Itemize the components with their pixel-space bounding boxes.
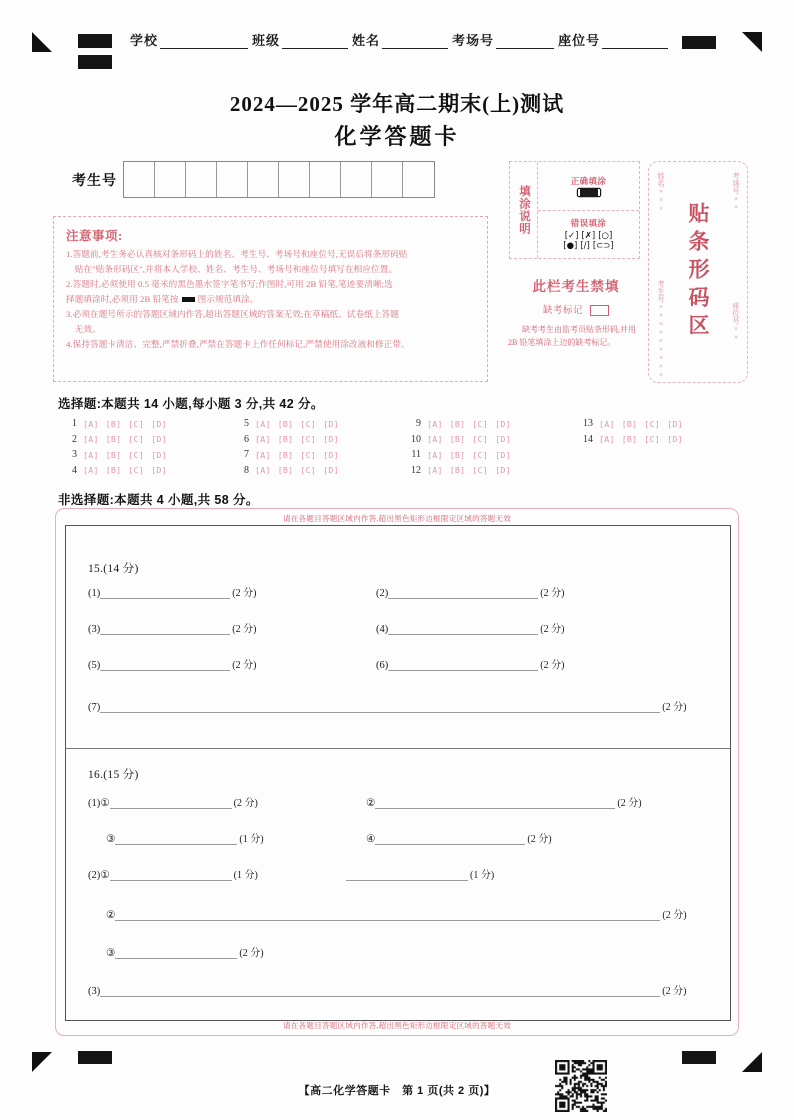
- answer-slot-tag: ④: [366, 834, 376, 845]
- choice-bubble-D[interactable]: [D]: [667, 418, 683, 429]
- timing-mark-bl-1: [78, 1051, 112, 1064]
- choice-bubble-B[interactable]: [B]: [621, 418, 638, 429]
- choice-bubble-A[interactable]: [A]: [427, 418, 443, 429]
- choice-row-10: [404, 432, 576, 448]
- answer-write-line[interactable]: [375, 833, 525, 845]
- answer-slot: [346, 866, 494, 881]
- answer-write-line[interactable]: [388, 623, 538, 635]
- answer-slot-points: (2 分): [662, 702, 687, 713]
- answer-slot-points: (1 分): [239, 834, 264, 845]
- choice-bubble-C[interactable]: [C]: [300, 418, 317, 429]
- choice-question-number: 4: [72, 464, 77, 476]
- notice-title: 注意事项:: [66, 229, 123, 243]
- answer-slot: [88, 794, 258, 809]
- answer-write-line[interactable]: [100, 587, 230, 599]
- choice-column-3: [576, 416, 748, 478]
- question-title: 16.(15 分): [88, 769, 139, 781]
- answer-slot-points: (2 分): [232, 660, 257, 671]
- header-field-label: 座位号: [558, 33, 601, 48]
- fill-instruction-box: [509, 161, 640, 259]
- barcode-area-label: 贴条形码区: [686, 202, 710, 342]
- barcode-name: 姓名×××: [657, 172, 665, 213]
- question-divider: [66, 748, 730, 749]
- choice-row-8: [232, 463, 404, 479]
- examinee-number-cell[interactable]: [186, 162, 217, 197]
- notice-item: 贴在"贴条形码区",并将本人学校、姓名、考生号、考场号和座位号填写在相应位置。: [66, 263, 398, 274]
- choice-bubble-B[interactable]: [B]: [105, 449, 122, 460]
- answer-slot: [376, 656, 564, 671]
- correct-fill-mark-icon: [578, 189, 600, 196]
- choice-bubble-D[interactable]: [D]: [495, 434, 511, 445]
- choice-bubble-C[interactable]: [C]: [644, 434, 661, 445]
- choice-bubble-A[interactable]: [A]: [83, 449, 99, 460]
- absent-mark-label: 缺考标记: [543, 306, 584, 316]
- fill-sample-icon: [182, 297, 195, 302]
- answer-slot-points: (2 分): [540, 624, 565, 635]
- choice-bubble-B[interactable]: [B]: [105, 418, 122, 429]
- answer-slot-points: (2 分): [527, 834, 552, 845]
- choice-question-number: 1: [72, 418, 77, 430]
- answer-area-warning-bottom: 请在各题目答题区域内作答,超出黑色矩形边框限定区域的答题无效: [282, 1021, 512, 1030]
- answer-write-line[interactable]: [115, 909, 660, 921]
- header-field-label: 姓名: [352, 33, 381, 48]
- nonchoice-section-heading: 非选择题:本题共 4 小题,共 58 分。: [58, 493, 259, 507]
- choice-bubble-A[interactable]: [A]: [255, 418, 271, 429]
- examinee-number-cell[interactable]: [279, 162, 310, 197]
- choice-question-number: 9: [416, 418, 421, 430]
- choice-row-13: [576, 416, 748, 432]
- choice-question-number: 7: [244, 449, 249, 461]
- answer-slot-tag: (3): [88, 986, 101, 997]
- choice-bubble-D[interactable]: [D]: [151, 449, 167, 460]
- absent-mark-row: [506, 302, 646, 316]
- choice-bubble-C[interactable]: [C]: [472, 434, 489, 445]
- answer-slot-points: (2 分): [233, 798, 258, 809]
- answer-slot: [88, 982, 686, 997]
- choice-bubble-A[interactable]: [A]: [83, 418, 99, 429]
- footer-page-label: 【高二化学答题卡 第 1 页(共 2 页)】: [298, 1085, 496, 1097]
- choice-column-1: [232, 416, 404, 478]
- choice-question-number: 8: [244, 464, 249, 476]
- header-field-label: 学校: [130, 33, 159, 48]
- choice-question-number: 6: [244, 433, 249, 445]
- examinee-number-block: [72, 161, 435, 198]
- answer-slot-tag: ②: [366, 798, 376, 809]
- answer-slot: [106, 944, 264, 959]
- answer-slot-tag: ③: [106, 948, 116, 959]
- answer-slot-tag: (6): [376, 660, 389, 671]
- choice-column-2: [404, 416, 576, 478]
- answer-slot: [106, 906, 687, 921]
- examinee-number-grid[interactable]: [123, 161, 435, 198]
- answer-slot-tag: ②: [106, 910, 116, 921]
- choice-row-1: [60, 416, 232, 432]
- header-field-input[interactable]: [382, 35, 448, 49]
- choice-bubble-A[interactable]: [A]: [83, 434, 99, 445]
- choice-bubble-B[interactable]: [B]: [277, 449, 294, 460]
- answer-slot-points: (2 分): [662, 910, 687, 921]
- header-field-input[interactable]: [282, 35, 348, 49]
- choice-row-9: [404, 416, 576, 432]
- choice-bubble-A[interactable]: [A]: [255, 465, 271, 476]
- choice-question-number: 11: [411, 449, 421, 461]
- absent-mark-bubble[interactable]: [590, 305, 609, 316]
- barcode-exam-room: 考场号××: [732, 172, 740, 213]
- barcode-seat-no: 座位号××: [732, 302, 740, 343]
- choice-bubble-A[interactable]: [A]: [427, 434, 443, 445]
- choice-bubble-B[interactable]: [B]: [277, 434, 294, 445]
- choice-bubble-A[interactable]: [A]: [599, 434, 615, 445]
- choice-row-7: [232, 447, 404, 463]
- answer-area-inner[interactable]: [65, 525, 731, 1021]
- answer-slot-tag: (1): [88, 588, 101, 599]
- choice-bubble-C[interactable]: [C]: [128, 434, 145, 445]
- page-title-line1: 2024—2025 学年高二期末(上)测试: [229, 92, 565, 116]
- corner-mark-top-right: [742, 32, 762, 52]
- answer-slot: [376, 620, 564, 635]
- choice-bubble-B[interactable]: [B]: [105, 465, 122, 476]
- answer-slot: [88, 866, 258, 881]
- examinee-number-cell[interactable]: [403, 162, 434, 197]
- examinee-number-cell[interactable]: [310, 162, 341, 197]
- choice-bubble-D[interactable]: [D]: [323, 465, 339, 476]
- choice-question-number: 5: [244, 418, 249, 430]
- examinee-number-cell[interactable]: [155, 162, 186, 197]
- wrong-fill-mark-icon: [●]: [563, 241, 578, 252]
- notice-item: 4.保持答题卡清洁、完整,严禁折叠,严禁在答题卡上作任何标记,严禁使用涂改液和修正带。: [66, 338, 410, 349]
- timing-mark-tl-1: [78, 34, 112, 48]
- timing-mark-br-1: [682, 1051, 716, 1064]
- answer-write-line[interactable]: [100, 985, 660, 997]
- answer-write-line[interactable]: [388, 659, 538, 671]
- answer-slot-tag: (1)①: [88, 798, 110, 809]
- answer-slot-points: (2 分): [540, 660, 565, 671]
- header-field-input[interactable]: [160, 35, 248, 49]
- choice-bubble-A[interactable]: [A]: [427, 449, 443, 460]
- choice-bubble-C[interactable]: [C]: [128, 418, 145, 429]
- forbidden-column: [506, 275, 646, 349]
- correct-fill-caption: 正确填涂: [570, 177, 607, 187]
- choice-bubble-B[interactable]: [B]: [449, 465, 466, 476]
- choice-question-number: 2: [72, 433, 77, 445]
- choice-bubble-A[interactable]: [A]: [255, 449, 271, 460]
- page-title-line2: 化学答题卡: [334, 124, 460, 149]
- choice-row-12: [404, 463, 576, 479]
- choice-row-14: [576, 432, 748, 448]
- choice-bubble-C[interactable]: [C]: [472, 465, 489, 476]
- choice-bubble-C[interactable]: [C]: [644, 418, 661, 429]
- notice-item-list: [66, 248, 477, 351]
- corner-mark-bottom-left: [32, 1052, 52, 1072]
- choice-bubble-C[interactable]: [C]: [300, 434, 317, 445]
- choice-column-0: [60, 416, 232, 478]
- barcode-paste-area: [648, 161, 748, 383]
- choice-section-heading: 选择题:本题共 14 小题,每小题 3 分,共 42 分。: [58, 397, 324, 411]
- fill-instruction-label: 填涂说明: [510, 162, 538, 258]
- wrong-fill-row-1: [565, 232, 613, 241]
- choice-bubble-A[interactable]: [A]: [83, 465, 99, 476]
- answer-slot: [88, 584, 256, 599]
- choice-bubble-B[interactable]: [B]: [449, 418, 466, 429]
- answer-slot-tag: ③: [106, 834, 116, 845]
- header-field-4: [558, 30, 668, 49]
- header-field-input[interactable]: [496, 35, 554, 49]
- answer-slot: [106, 830, 264, 845]
- header-field-2: [352, 30, 448, 49]
- answer-slot-tag: (7): [88, 702, 101, 713]
- choice-bubble-C[interactable]: [C]: [128, 449, 145, 460]
- choice-question-number: 10: [411, 433, 421, 445]
- choice-bubble-D[interactable]: [D]: [323, 434, 339, 445]
- answer-write-line[interactable]: [346, 869, 468, 881]
- forbidden-note: 缺考考生由监考员贴条形码,并用 2B 铅笔填涂上边的缺考标记。: [508, 325, 636, 347]
- choice-bubble-D[interactable]: [D]: [495, 418, 511, 429]
- answer-slot-points: (2 分): [232, 588, 257, 599]
- forbidden-title: 此栏考生禁填: [532, 279, 620, 294]
- answer-write-line[interactable]: [100, 659, 230, 671]
- header-field-label: 班级: [252, 33, 281, 48]
- choice-row-2: [60, 432, 232, 448]
- wrong-fill-row-2: [563, 242, 613, 251]
- choice-bubble-C[interactable]: [C]: [300, 449, 317, 460]
- notice-item: 3.必须在题号所示的答题区域内作答,超出答题区域的答案无效;在草稿纸、试卷纸上答题: [66, 308, 400, 319]
- answer-slot-tag: (5): [88, 660, 101, 671]
- choice-row-6: [232, 432, 404, 448]
- answer-write-line[interactable]: [115, 947, 237, 959]
- header-fields: [130, 30, 690, 49]
- choice-bubble-D[interactable]: [D]: [151, 418, 167, 429]
- wrong-fill-mark-icon: [○]: [598, 230, 613, 241]
- choice-bubble-C[interactable]: [C]: [300, 465, 317, 476]
- choice-question-number: 3: [72, 449, 77, 461]
- examinee-number-cell[interactable]: [217, 162, 248, 197]
- examinee-number-label: 考生号: [72, 171, 117, 188]
- choice-question-number: 14: [583, 433, 593, 445]
- answer-slot: [366, 830, 552, 845]
- choice-answer-grid: [60, 416, 750, 478]
- choice-question-number: 12: [411, 464, 421, 476]
- choice-row-5: [232, 416, 404, 432]
- corner-mark-bottom-right: [742, 1052, 762, 1072]
- choice-bubble-B[interactable]: [B]: [449, 449, 466, 460]
- choice-bubble-B[interactable]: [B]: [277, 465, 294, 476]
- choice-bubble-A[interactable]: [A]: [255, 434, 271, 445]
- header-field-0: [130, 30, 248, 49]
- answer-slot-points: (1 分): [233, 870, 258, 881]
- wrong-fill-mark-icon: [✓]: [564, 230, 579, 241]
- choice-bubble-B[interactable]: [B]: [449, 434, 466, 445]
- wrong-fill-caption: 错误填涂: [570, 218, 607, 228]
- answer-slot-tag: (3): [88, 624, 101, 635]
- notice-item: 无效。: [66, 323, 101, 334]
- examinee-number-cell[interactable]: [341, 162, 372, 197]
- wrong-fill-mark-icon: [✗]: [581, 230, 596, 241]
- notice-item: 择题填涂时,必须用 2B 铅笔按 图示规范填涂。: [66, 293, 259, 304]
- answer-slot-tag: (4): [376, 624, 389, 635]
- answer-write-line[interactable]: [388, 587, 538, 599]
- answer-slot-points: (2 分): [662, 986, 687, 997]
- answer-area-warning-top: 请在各题目答题区域内作答,超出黑色矩形边框限定区域的答题无效: [282, 514, 512, 523]
- examinee-number-cell[interactable]: [372, 162, 403, 197]
- answer-slot: [366, 794, 642, 809]
- wrong-fill-mark-icon: [⊂⊃]: [592, 241, 614, 252]
- answer-slot: [88, 620, 256, 635]
- choice-bubble-D[interactable]: [D]: [151, 465, 167, 476]
- choice-bubble-B[interactable]: [B]: [105, 434, 122, 445]
- notice-item: 2.答题时,必须使用 0.5 毫米的黑色墨水签字笔书写;作图时,可用 2B 铅笔,笔迹要清晰;选: [66, 278, 393, 289]
- answer-slot-points: (2 分): [617, 798, 642, 809]
- choice-bubble-B[interactable]: [B]: [277, 418, 294, 429]
- choice-bubble-D[interactable]: [D]: [667, 434, 683, 445]
- wrong-fill-mark-icon: [/]: [580, 241, 590, 252]
- choice-question-number: 13: [583, 418, 593, 430]
- answer-slot: [88, 698, 686, 713]
- choice-bubble-D[interactable]: [D]: [323, 449, 339, 460]
- qr-code-icon: [555, 1060, 607, 1112]
- correct-fill-section: [538, 162, 639, 211]
- answer-write-line[interactable]: [100, 701, 660, 713]
- answer-write-line[interactable]: [375, 797, 615, 809]
- corner-mark-top-left: [32, 32, 52, 52]
- answer-slot-points: (2 分): [232, 624, 257, 635]
- choice-bubble-A[interactable]: [A]: [427, 465, 443, 476]
- choice-bubble-D[interactable]: [D]: [495, 449, 511, 460]
- question-title: 15.(14 分): [88, 563, 139, 575]
- header-field-input[interactable]: [602, 35, 668, 49]
- answer-write-line[interactable]: [110, 797, 232, 809]
- barcode-student-no: 考生号×××××××××: [657, 280, 665, 380]
- choice-row-4: [60, 463, 232, 479]
- choice-bubble-B[interactable]: [B]: [621, 434, 638, 445]
- examinee-number-cell[interactable]: [248, 162, 279, 197]
- wrong-fill-section: [538, 211, 639, 259]
- answer-slot-points: (2 分): [239, 948, 264, 959]
- answer-slot-points: (1 分): [470, 870, 495, 881]
- timing-mark-tl-2: [78, 55, 112, 69]
- choice-bubble-D[interactable]: [D]: [151, 434, 167, 445]
- answer-write-line[interactable]: [110, 869, 232, 881]
- answer-slot-tag: (2)①: [88, 870, 110, 881]
- answer-write-line[interactable]: [115, 833, 237, 845]
- answer-slot: [376, 584, 564, 599]
- notice-item: 1.答题前,考生务必认真核对条形码上的姓名、考生号、考场号和座位号,无误后将条形码贴: [66, 249, 408, 259]
- header-field-1: [252, 30, 348, 49]
- choice-row-3: [60, 447, 232, 463]
- examinee-number-cell[interactable]: [124, 162, 155, 197]
- choice-row-11: [404, 447, 576, 463]
- qr-code-image: [555, 1060, 607, 1112]
- choice-bubble-D[interactable]: [D]: [495, 465, 511, 476]
- choice-bubble-C[interactable]: [C]: [472, 449, 489, 460]
- answer-write-line[interactable]: [100, 623, 230, 635]
- choice-bubble-D[interactable]: [D]: [323, 418, 339, 429]
- choice-bubble-A[interactable]: [A]: [599, 418, 615, 429]
- answer-slot: [88, 656, 256, 671]
- header-field-3: [452, 30, 554, 49]
- answer-area-outer: [55, 508, 739, 1036]
- answer-slot-tag: (2): [376, 588, 389, 599]
- header-field-label: 考场号: [452, 33, 495, 48]
- notice-box: [53, 216, 488, 382]
- choice-bubble-C[interactable]: [C]: [128, 465, 145, 476]
- answer-slot-points: (2 分): [540, 588, 565, 599]
- choice-bubble-C[interactable]: [C]: [472, 418, 489, 429]
